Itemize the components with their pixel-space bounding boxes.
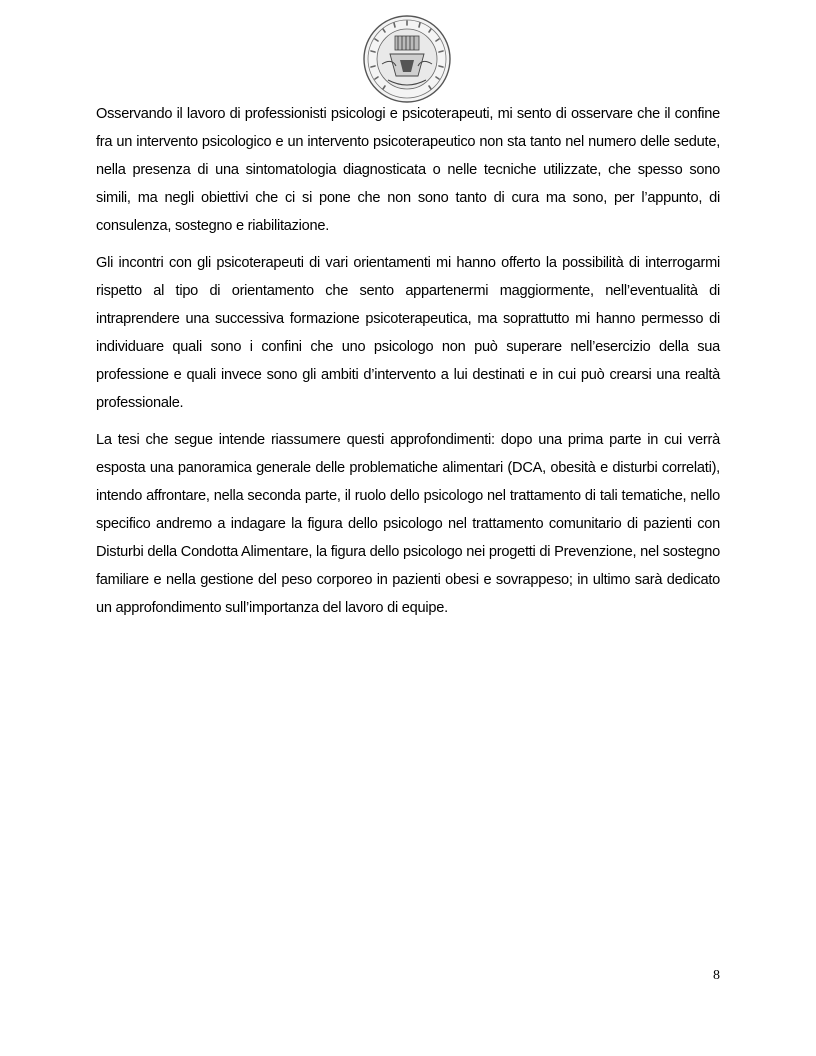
document-body (96, 100, 720, 631)
paragraph-1: Osservando il lavoro di professionisti psicologi e psicoterapeuti, mi sento di osservare che il confine fra un intervento psicologico e un intervento psicoterapeutico non sta tanto nel numero delle sedute, nella presenza di una sintomatologia diagnosticata o nelle tecniche utilizzate, che spesso sono simili, ma negli obiettivi che ci si pone che non sono tanto di cura ma sono, per l’appunto, di consulenza, sostegno e riabilitazione. (96, 106, 720, 234)
paragraph-3: La tesi che segue intende riassumere questi approfondimenti: dopo una prima parte in cui verrà esposta una panoramica generale delle problematiche alimentari (DCA, obesità e disturbi correlati), intendo affrontare, nella seconda parte, il ruolo dello psicologo nel trattamento di tali tematiche, nello specifico andremo a indagare la figura dello psicologo nel trattamento comunitario di pazienti con Disturbi della Condotta Alimentare, la figura dello psicologo nei progetti di Prevenzione, nel sostegno familiare e nella gestione del peso corporeo in pazienti obesi e sovrappeso; in ultimo sarà dedicato un approfondimento sull’importanza del lavoro di equipe. (96, 432, 720, 616)
paragraph-2: Gli incontri con gli psicoterapeuti di vari orientamenti mi hanno offerto la possibilità di interrogarmi rispetto al tipo di orientamento che sento appartenermi maggiormente, nell’eventualità di intraprendere una successiva formazione psicoterapeutica, ma soprattutto mi hanno permesso di individuare quali sono i confini che uno psicologo non può superare nell’esercizio della sua professione e quali invece sono gli ambiti d’intervento a lui destinati e in cui può crearsi una realtà professionale. (96, 255, 720, 411)
page-number: 8 (713, 968, 720, 983)
university-seal-icon (362, 14, 452, 104)
